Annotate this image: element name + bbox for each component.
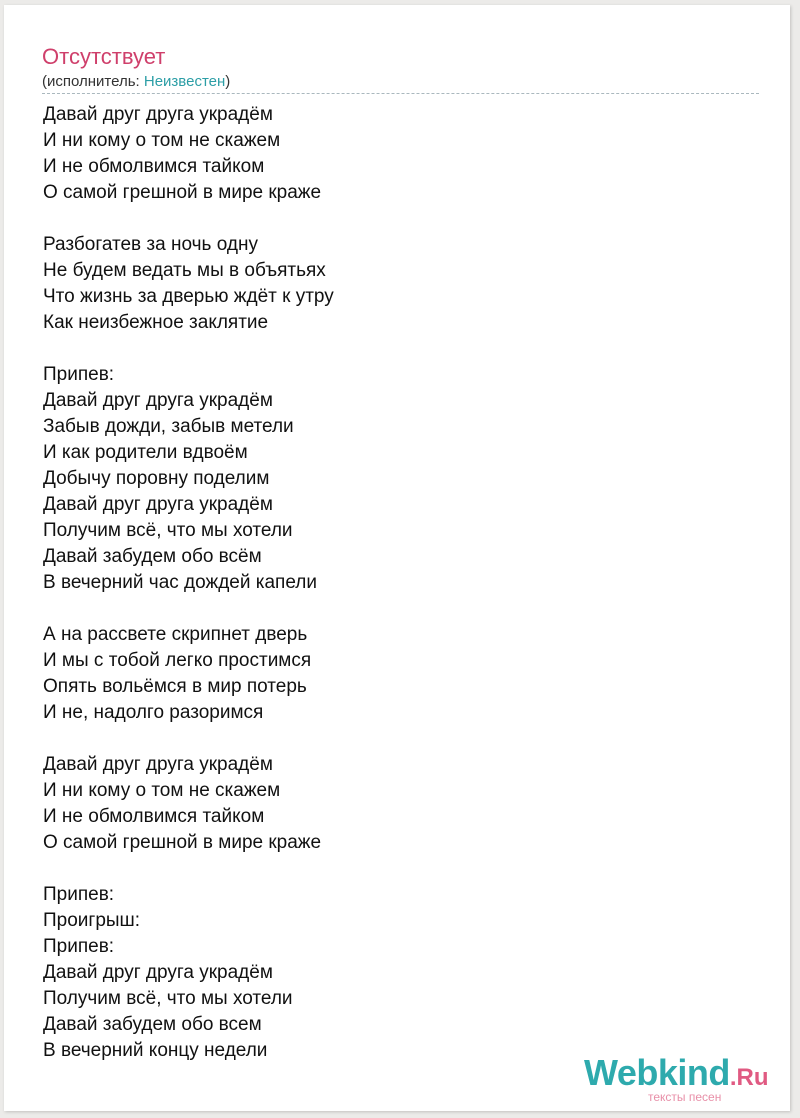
lyric-line: И не обмолвимся тайком	[43, 806, 265, 827]
lyric-line: Давай друг друга украдём	[43, 494, 273, 515]
lyric-line: И ни кому о том не скажем	[43, 780, 281, 801]
lyric-line: Что жизнь за дверью ждёт к утру	[43, 286, 334, 307]
lyric-line: Давай забудем обо всем	[43, 1014, 262, 1035]
lyric-line: И не обмолвимся тайком	[43, 156, 265, 177]
lyric-line: И не, надолго разоримся	[43, 702, 264, 723]
lyric-line: Разбогатев за ночь одну	[43, 234, 258, 255]
lyric-line: В вечерний концу недели	[43, 1040, 268, 1061]
lyric-line: Как неизбежное заклятие	[43, 312, 269, 333]
artist-line	[42, 72, 230, 92]
lyric-line: И ни кому о том не скажем	[43, 130, 281, 151]
lyric-line: Давай друг друга украдём	[43, 104, 273, 125]
lyric-line: И как родители вдвоём	[43, 442, 248, 463]
lyric-line: Опять вольёмся в мир потерь	[43, 676, 307, 697]
lyric-line: И мы с тобой легко простимся	[43, 650, 312, 671]
lyric-line: Давай друг друга украдём	[43, 962, 273, 983]
lyric-line: Припев:	[43, 364, 115, 385]
lyric-line: О самой грешной в мире краже	[43, 182, 322, 203]
lyric-line	[43, 726, 334, 752]
logo-name: Webkind	[584, 1052, 730, 1093]
title-divider	[42, 93, 759, 94]
lyric-line: Проигрыш:	[43, 910, 141, 931]
lyrics-block	[43, 102, 334, 1064]
lyric-line: Давай забудем обо всём	[43, 546, 262, 567]
artist-suffix: )	[225, 73, 231, 90]
lyric-line: Добычу поровну поделим	[43, 468, 270, 489]
lyric-line	[43, 856, 334, 882]
lyric-line: Припев:	[43, 884, 115, 905]
lyric-line: В вечерний час дождей капели	[43, 572, 317, 593]
lyric-line: Давай друг друга украдём	[43, 390, 273, 411]
page-sheet	[4, 5, 790, 1111]
logo-tld: .Ru	[729, 1064, 769, 1091]
lyric-line: О самой грешной в мире краже	[43, 832, 322, 853]
lyric-line	[43, 596, 334, 622]
lyric-line: Получим всё, что мы хотели	[43, 988, 293, 1009]
lyric-line: Получим всё, что мы хотели	[43, 520, 293, 541]
artist-prefix: (исполнитель:	[42, 73, 144, 90]
lyric-line: Припев:	[43, 936, 115, 957]
lyric-line: Давай друг друга украдём	[43, 754, 273, 775]
logo-tagline: тексты песен	[648, 1090, 722, 1104]
lyric-line: А на рассвете скрипнет дверь	[43, 624, 308, 645]
lyric-line: Не будем ведать мы в объятьях	[43, 260, 326, 281]
lyric-line: Забыв дожди, забыв метели	[43, 416, 294, 437]
lyric-line	[43, 336, 334, 362]
song-title: Отсутствует	[42, 44, 166, 69]
artist-link[interactable]: Неизвестен	[143, 73, 226, 90]
site-logo[interactable]	[584, 1052, 769, 1104]
lyric-line	[43, 206, 334, 232]
